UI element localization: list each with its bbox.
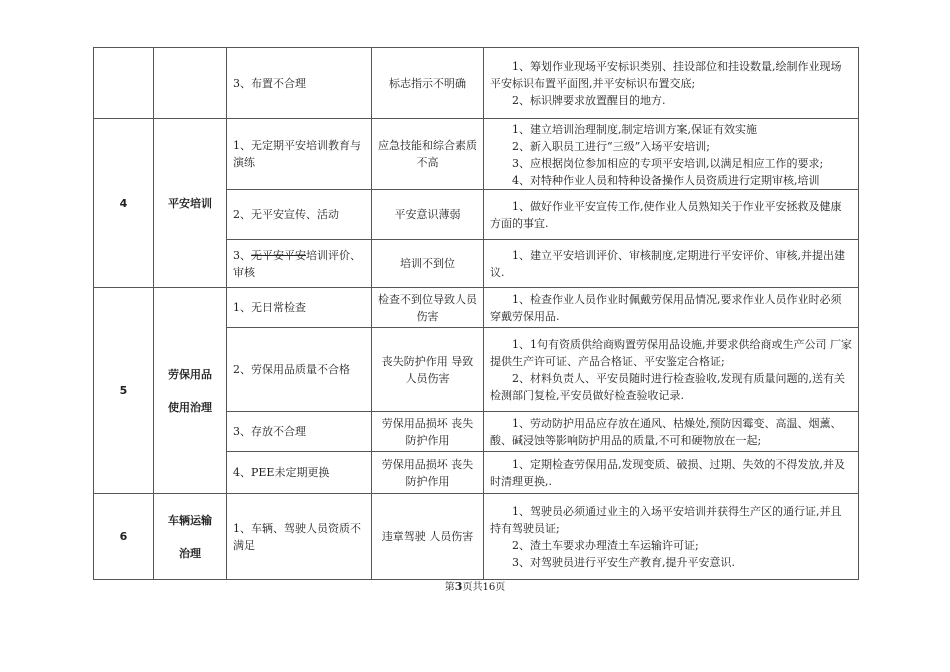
table-row bbox=[94, 119, 859, 190]
measure-line: 2、新入职员工进行“三级”入场平安培训; bbox=[512, 140, 710, 153]
measures-cell bbox=[484, 412, 859, 452]
table-row bbox=[94, 48, 859, 119]
measures-cell bbox=[484, 119, 859, 190]
measure-line: 3、应根据岗位参加相应的专项平安培训,以满足相应工作的要求; bbox=[512, 157, 824, 170]
hazard-cell: 1、车辆、驾驶人员资质不 满足 bbox=[227, 494, 372, 580]
consequence-cell: 违章驾驶 人员伤害 bbox=[372, 494, 484, 580]
consequence-cell: 培训不到位 bbox=[372, 240, 484, 288]
measure-line: 1、定期检查劳保用品,发现变质、破损、过期、失效的不得发放,并及时清理更换,. bbox=[490, 457, 845, 488]
hazard-cell: 3、无平安平安培训评价、 审核 bbox=[227, 240, 372, 288]
consequence-cell: 标志指示不明确 bbox=[372, 48, 484, 119]
hazard-cell: 4、PEE未定期更换 bbox=[227, 452, 372, 494]
measure-line: 1、检查作业人员作业时佩戴劳保用品情况,要求作业人员作业时必须穿戴劳保用品. bbox=[490, 292, 842, 323]
consequence-cell: 劳保用品损坏 丧失防护作用 bbox=[372, 412, 484, 452]
page-number: 3 bbox=[454, 580, 463, 593]
measures-cell bbox=[484, 240, 859, 288]
hazard-cell: 1、无日常检查 bbox=[227, 288, 372, 328]
consequence-cell: 应急技能和综合素质不高 bbox=[372, 119, 484, 190]
measure-line: 2、渣土车要求办理渣土车运输许可证; bbox=[512, 538, 699, 552]
hazard-cell: 2、劳保用品质量不合格 bbox=[227, 328, 372, 412]
measure-line: 1、建立平安培训评价、审核制度,定期进行平安评价、审核,并提出建议. bbox=[490, 248, 845, 279]
measure-line: 1、做好作业平安宣传工作,使作业人员熟知关于作业平安拯救及健康方面的事宜. bbox=[490, 199, 842, 230]
consequence-cell: 劳保用品损坏 丧失防护作用 bbox=[372, 452, 484, 494]
row-number: 6 bbox=[94, 494, 154, 580]
measure-line: 1、驾驶员必须通过业主的入场平安培训并获得生产区的通行证,并且持有驾驶员证; bbox=[490, 504, 842, 535]
row-number bbox=[94, 48, 154, 119]
row-category bbox=[154, 48, 227, 119]
page-total: 16 bbox=[482, 582, 496, 593]
row-number: 5 bbox=[94, 288, 154, 494]
consequence-cell: 丧失防护作用 导致人员伤害 bbox=[372, 328, 484, 412]
row-category: 车辆运输 治理 bbox=[154, 494, 227, 580]
hazard-cell: 3、存放不合理 bbox=[227, 412, 372, 452]
measures-cell bbox=[484, 190, 859, 240]
consequence-cell: 平安意识薄弱 bbox=[372, 190, 484, 240]
measure-line: 1、筹划作业现场平安标识类别、挂设部位和挂设数量,绘制作业现场平安标识布置平面图,并平安标识布置交底; bbox=[490, 59, 842, 90]
page-footer: 第3页共16页 bbox=[444, 580, 506, 593]
measure-line: 1、建立培训治理制度,制定培训方案,保证有效实施 bbox=[512, 123, 757, 136]
measure-line: 1、劳动防护用品应存放在通风、枯燥处,预防因霉变、高温、烟薰、酸、碱浸蚀等影响防护用品的质量,不可和硬物放在一起; bbox=[490, 416, 842, 447]
hazard-cell: 3、布置不合理 bbox=[227, 48, 372, 119]
measures-cell bbox=[484, 452, 859, 494]
row-category: 劳保用品 使用治理 bbox=[154, 288, 227, 494]
measures-cell bbox=[484, 494, 859, 580]
measures-cell bbox=[484, 328, 859, 412]
hazard-cell: 1、无定期平安培训教育与 演练 bbox=[227, 119, 372, 190]
measure-line: 1、1句有资质供给商购置劳保用品设施,并要求供给商或生产公司 厂家提供生产许可证、产品合格证、平安鉴定合格证; bbox=[490, 337, 852, 368]
measure-line: 3、对驾驶员进行平安生产教育,提升平安意识. bbox=[512, 555, 735, 569]
measures-cell bbox=[484, 48, 859, 119]
table-row bbox=[94, 494, 859, 580]
measure-line: 2、标识牌要求放置醒目的地方. bbox=[512, 93, 666, 107]
consequence-cell: 检查不到位导致人员伤害 bbox=[372, 288, 484, 328]
hazard-cell: 2、无平安宣传、活动 bbox=[227, 190, 372, 240]
safety-hazard-table bbox=[93, 47, 859, 580]
row-number: 4 bbox=[94, 119, 154, 288]
measures-cell bbox=[484, 288, 859, 328]
measure-line: 4、对特种作业人员和特种设备操作人员资质进行定期审核,培训 bbox=[512, 174, 820, 187]
table-row bbox=[94, 288, 859, 328]
measure-line: 2、材料负责人、平安员随时进行检查验收,发现有质量问题的,送有关检测部门复检,平安员做好检查验收记录. bbox=[490, 371, 845, 402]
row-category: 平安培训 bbox=[154, 119, 227, 288]
